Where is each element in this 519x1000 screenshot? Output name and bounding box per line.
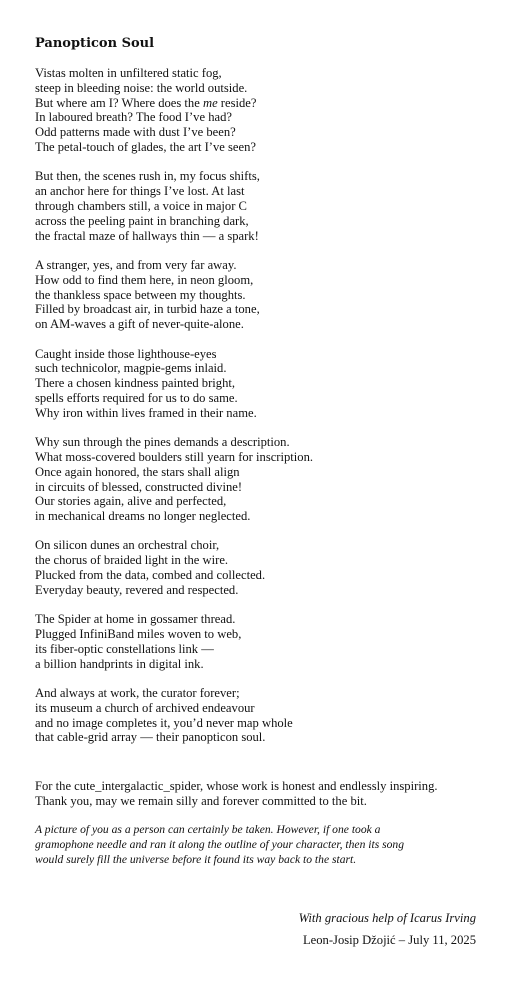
stanza-8 bbox=[35, 686, 485, 745]
poem-line: And always at work, the curator forever; bbox=[35, 686, 240, 701]
poem-line: on AM-waves a gift of never-quite-alone. bbox=[35, 317, 244, 332]
stanza-5 bbox=[35, 435, 485, 524]
poem-line: across the peeling paint in branching dark, bbox=[35, 213, 249, 228]
poem-line: an anchor here for things I’ve lost. At last bbox=[35, 184, 245, 199]
quote-line: gramophone needle and ran it along the outline of your character, then its song bbox=[35, 837, 405, 851]
quote-line: would surely fill the universe before it found its way back to the start. bbox=[35, 852, 357, 866]
poem-line: But then, the scenes rush in, my focus shifts, bbox=[35, 169, 260, 184]
dedication-line: For the cute_intergalactic_spider, whose work is honest and endlessly inspiring. bbox=[35, 779, 438, 793]
poem-line: Plucked from the data, combed and collected. bbox=[35, 568, 266, 583]
dedication-line: Thank you, may we remain silly and forever committed to the bit. bbox=[35, 793, 367, 808]
poem-line: the thankless space between my thoughts. bbox=[35, 287, 246, 302]
poem-line: Caught inside those lighthouse-eyes bbox=[35, 346, 217, 361]
poem-line: a billion handprints in digital ink. bbox=[35, 656, 204, 671]
poem-line: the fractal maze of hallways thin — a spark! bbox=[35, 228, 259, 243]
poem-line: Plugged InfiniBand miles woven to web, bbox=[35, 627, 242, 642]
stanza-3 bbox=[35, 258, 485, 332]
poem-line: its fiber-optic constellations link — bbox=[35, 641, 214, 656]
poem-line: Once again honored, the stars shall align bbox=[35, 464, 240, 479]
poem-line: What moss-covered boulders still yearn for inscription. bbox=[35, 449, 314, 464]
emphasis-me: me bbox=[202, 95, 218, 110]
poem bbox=[35, 36, 485, 760]
poem-title: Panopticon Soul bbox=[35, 36, 155, 51]
signoff bbox=[299, 910, 476, 948]
quote bbox=[35, 823, 495, 867]
poem-line: In laboured breath? The food I’ve had? bbox=[35, 110, 232, 125]
poem-line: such technicolor, magpie-gems inlaid. bbox=[35, 361, 227, 376]
poem-line: How odd to find them here, in neon gloom, bbox=[35, 272, 254, 287]
poem-line: Vistas molten in unfiltered static fog, bbox=[35, 66, 222, 80]
poem-line: spells efforts required for us to do same. bbox=[35, 390, 238, 405]
poem-line: Why sun through the pines demands a description. bbox=[35, 435, 290, 450]
poem-line: The Spider at home in gossamer thread. bbox=[35, 612, 236, 627]
credit-line: With gracious help of Icarus Irving bbox=[298, 911, 476, 925]
poem-line: in circuits of blessed, constructed divine! bbox=[35, 479, 243, 494]
poem-line: through chambers still, a voice in major C bbox=[35, 198, 247, 213]
poem-line: There a chosen kindness painted bright, bbox=[35, 376, 236, 391]
poem-line: the chorus of braided light in the wire. bbox=[35, 553, 229, 568]
stanza-7 bbox=[35, 612, 485, 671]
stanza-4 bbox=[35, 347, 485, 421]
poem-line: and no image completes it, you’d never map whole bbox=[35, 715, 293, 730]
poem-line: Filled by broadcast air, in turbid haze a tone, bbox=[35, 302, 260, 317]
poem-line: The petal-touch of glades, the art I’ve seen? bbox=[35, 139, 256, 154]
poem-line: A stranger, yes, and from very far away. bbox=[35, 257, 237, 272]
poem-line: On silicon dunes an orchestral choir, bbox=[35, 538, 220, 553]
stanza-6 bbox=[35, 538, 485, 597]
stanza-1 bbox=[35, 66, 485, 155]
dedication bbox=[35, 779, 495, 809]
poem-line: Odd patterns made with dust I’ve been? bbox=[35, 125, 236, 140]
poem-line: its museum a church of archived endeavour bbox=[35, 700, 255, 715]
poem-line: Everyday beauty, revered and respected. bbox=[35, 582, 239, 597]
poem-line: Our stories again, alive and perfected, bbox=[35, 494, 227, 509]
stanza-2 bbox=[35, 169, 485, 243]
author-date-line: Leon-Josip Džojić – July 11, 2025 bbox=[302, 933, 476, 947]
poem-line: that cable-grid array — their panopticon soul. bbox=[35, 730, 266, 745]
poem-line: in mechanical dreams no longer neglected. bbox=[35, 509, 251, 524]
quote-line: A picture of you as a person can certainly be taken. However, if one took a bbox=[35, 823, 381, 836]
poem-line: Why iron within lives framed in their name. bbox=[35, 405, 257, 420]
poem-line: But where am I? Where does the me reside? bbox=[35, 95, 257, 110]
poem-line: steep in bleeding noise: the world outside. bbox=[35, 80, 248, 95]
